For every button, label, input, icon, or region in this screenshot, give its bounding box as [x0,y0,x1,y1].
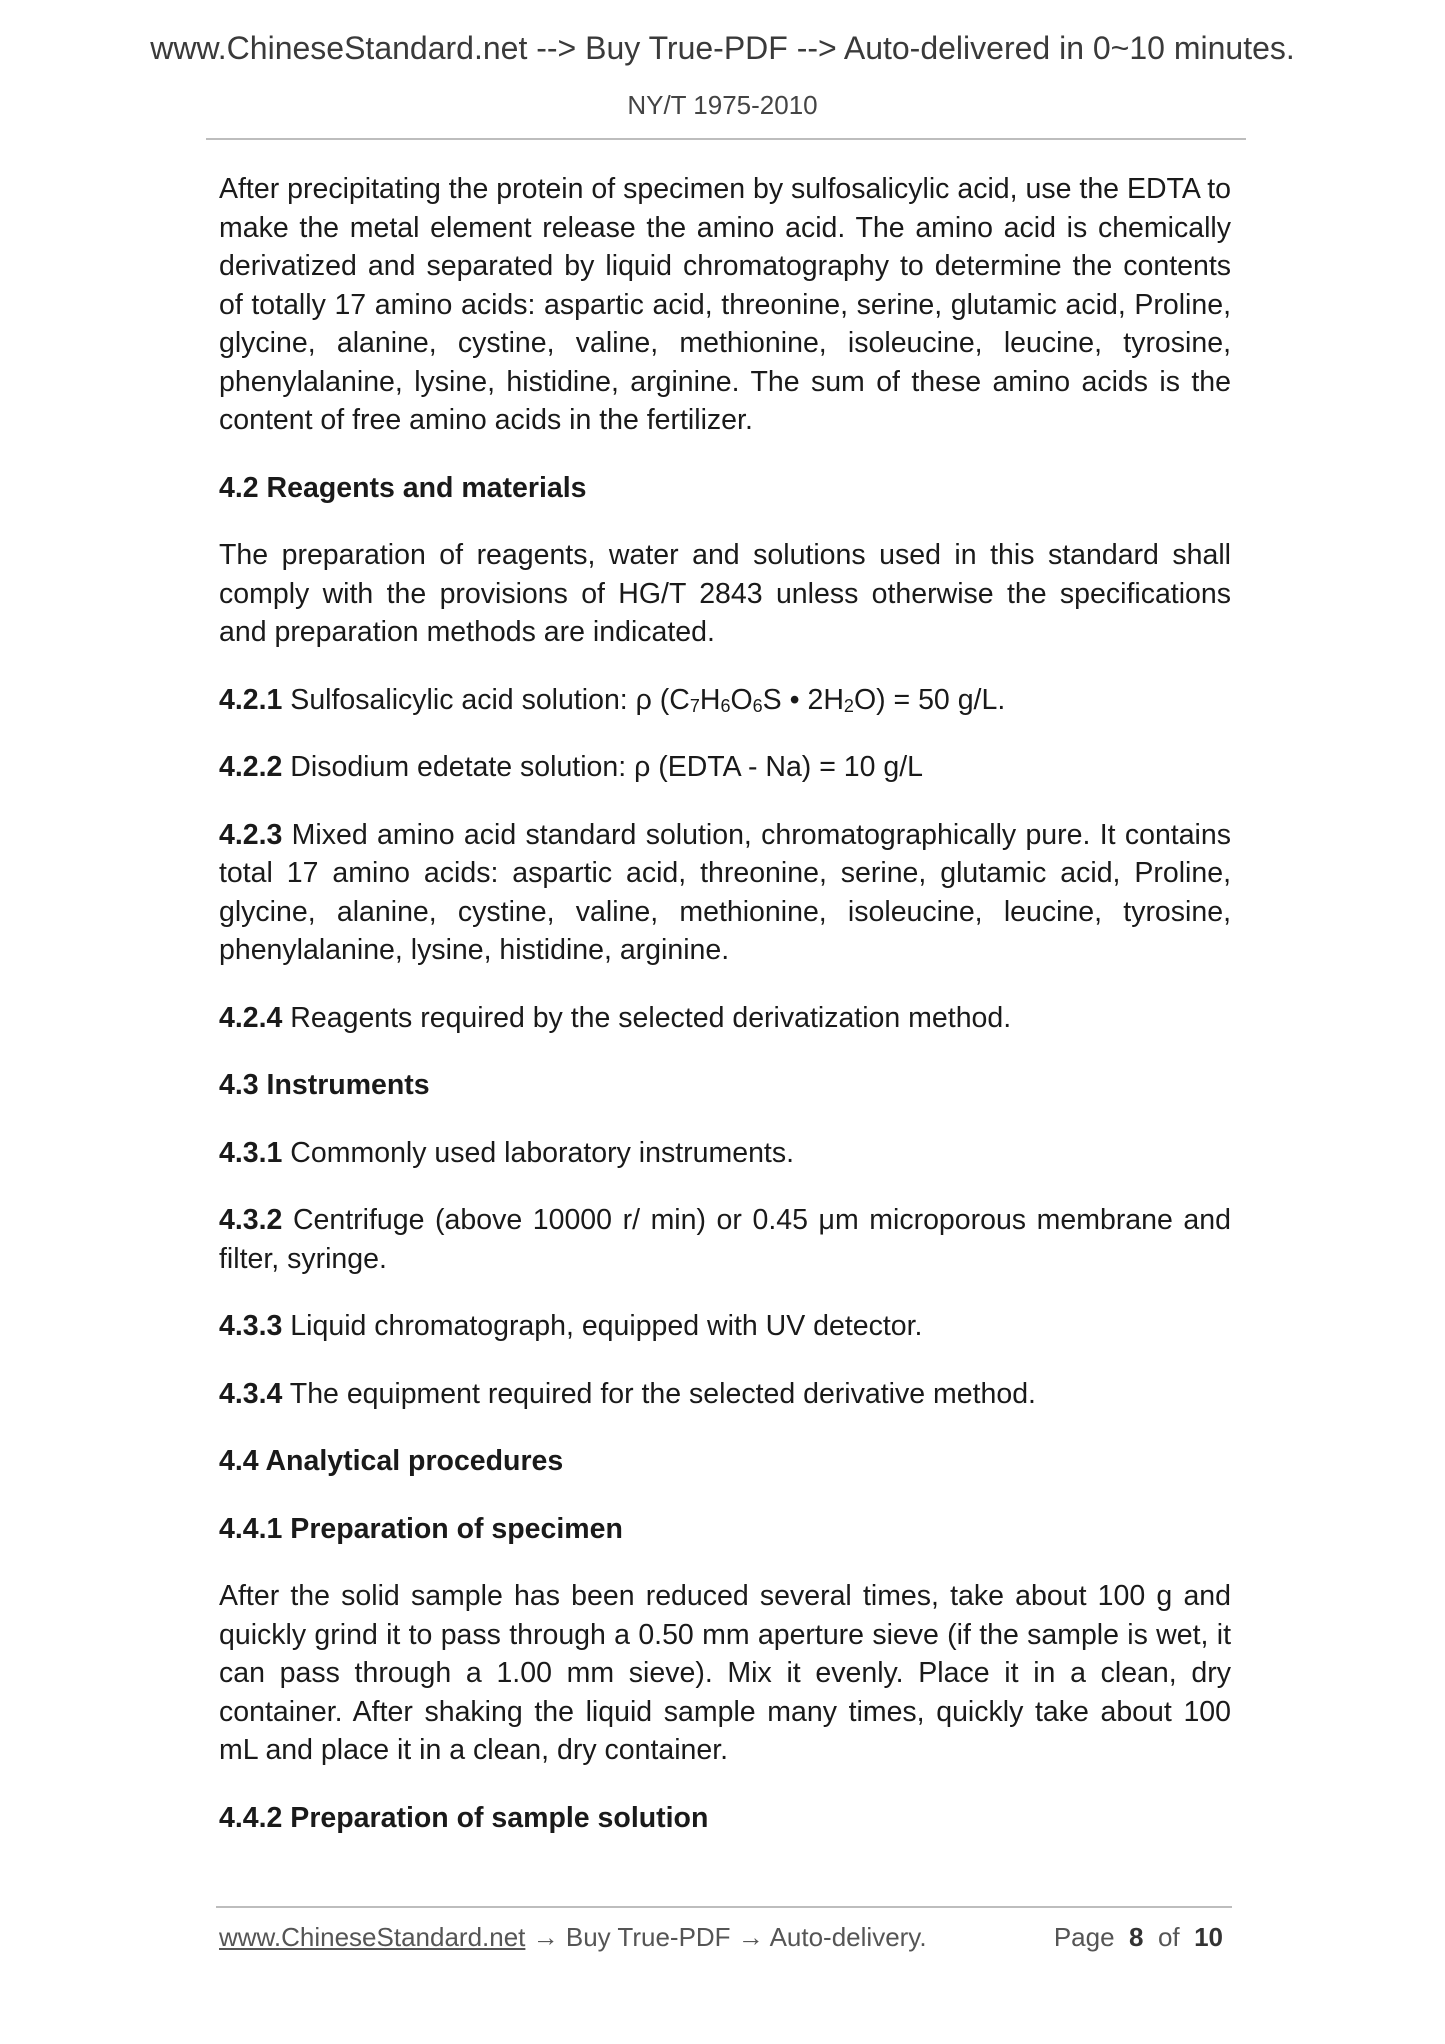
clause-number: 4.3.4 [219,1377,283,1410]
clause-number: 4.2.4 [219,1001,283,1034]
clause-4-2-3 [219,816,1231,970]
document-number: NY/T 1975-2010 [627,90,818,120]
footer-divider [216,1906,1232,1908]
clause-4-3-4 [219,1375,1231,1414]
clause-4-3-1 [219,1134,1231,1173]
section-4-2-paragraph: The preparation of reagents, water and solutions used in this standard shall comply with the provisions of HG/T 2843 unless otherwise the specifications and preparation methods are indicated. [219,539,1231,648]
header-banner: www.ChineseStandard.net --> Buy True-PDF --> Auto-delivered in 0~10 minutes. [150,30,1295,66]
clause-text: Reagents required by the selected derivatization method. [282,1001,1012,1034]
subscript: 6 [752,695,763,716]
clause-text: Disodium edetate solution: ρ (EDTA - Na) = 10 g/L [282,751,924,783]
page-indicator [1054,1922,1223,1953]
subscript: 2 [843,695,854,716]
page-current: 8 [1129,1922,1144,1952]
clause-4-2-1 [219,681,1231,720]
clause-number: 4.2.3 [219,818,283,851]
clause-number: 4.2.1 [219,683,283,716]
section-4-4-2-heading: 4.4.2 Preparation of sample solution [219,1801,709,1834]
section-4-4-1-paragraph: After the solid sample has been reduced several times, take about 100 g and quickly grind it to pass through a 0.50 mm aperture sieve (if the sample is wet, it can pass through a 1.00 mm sieve). Mix it evenly. Place it in a clean, dry container. After shaking the liquid sample many times, quickly take about 100 mL and place it in a clean, dry container. [219,1580,1231,1766]
page-content [219,170,1231,1866]
page-label: Page [1053,1922,1115,1952]
formula-part: O) = 50 g/L. [853,683,1006,716]
clause-4-2-4 [219,999,1231,1038]
section-4-3-heading: 4.3 Instruments [219,1069,430,1101]
clause-4-2-2 [219,748,1231,787]
section-4-4-1-heading: 4.4.1 Preparation of specimen [219,1512,623,1545]
section-4-2-heading: 4.2 Reagents and materials [219,471,587,504]
clause-number: 4.3.1 [219,1136,283,1169]
page-of-label: of [1157,1922,1180,1952]
clause-number: 4.3.2 [219,1204,283,1236]
page-total: 10 [1194,1922,1223,1952]
clause-text: Commonly used laboratory instruments. [282,1136,795,1169]
clause-text: Sulfosalicylic acid solution: ρ (C [282,683,690,716]
formula-part: S • 2H [762,683,844,716]
header-divider [206,138,1246,140]
clause-text: Mixed amino acid standard solution, chromatographically pure. It contains total 17 amino acids: aspartic acid, threonine, serine, glutamic acid, Proline, glycine, alanine, cystine, valine, methionine, isoleucine, leucine, tyrosine, phenylalanine, lysine, histidine, arginine. [219,818,1231,966]
clause-4-3-3 [219,1307,1231,1346]
clause-number: 4.2.2 [219,751,283,783]
clause-text: Liquid chromatograph, equipped with UV detector. [282,1310,923,1342]
site-link[interactable]: www.ChineseStandard.net [219,1922,526,1952]
section-4-4-heading: 4.4 Analytical procedures [219,1445,564,1477]
footer-tail-text: → Buy True-PDF → Auto-delivery. [525,1922,927,1952]
intro-paragraph: After precipitating the protein of specimen by sulfosalicylic acid, use the EDTA to make the metal element release the amino acid. The amino acid is chemically derivatized and separated by liquid chromatography to determine the contents of totally 17 amino acids: aspartic acid, threonine, serine, glutamic acid, Proline, glycine, alanine, cystine, valine, methionine, isoleucine, leucine, tyrosine, phenylalanine, lysine, histidine, arginine. The sum of these amino acids is the content of free amino acids in the fertilizer. [219,173,1231,436]
subscript: 6 [720,695,731,716]
subscript: 7 [689,695,700,716]
formula-part: O [730,683,753,716]
footer-left [219,1922,927,1953]
clause-text: The equipment required for the selected derivative method. [282,1377,1036,1410]
clause-text: Centrifuge (above 10000 r/ min) or 0.45 μm microporous membrane and filter, syringe. [219,1204,1231,1275]
formula-part: H [699,683,721,716]
clause-4-3-2 [219,1201,1231,1278]
clause-number: 4.3.3 [219,1310,283,1342]
